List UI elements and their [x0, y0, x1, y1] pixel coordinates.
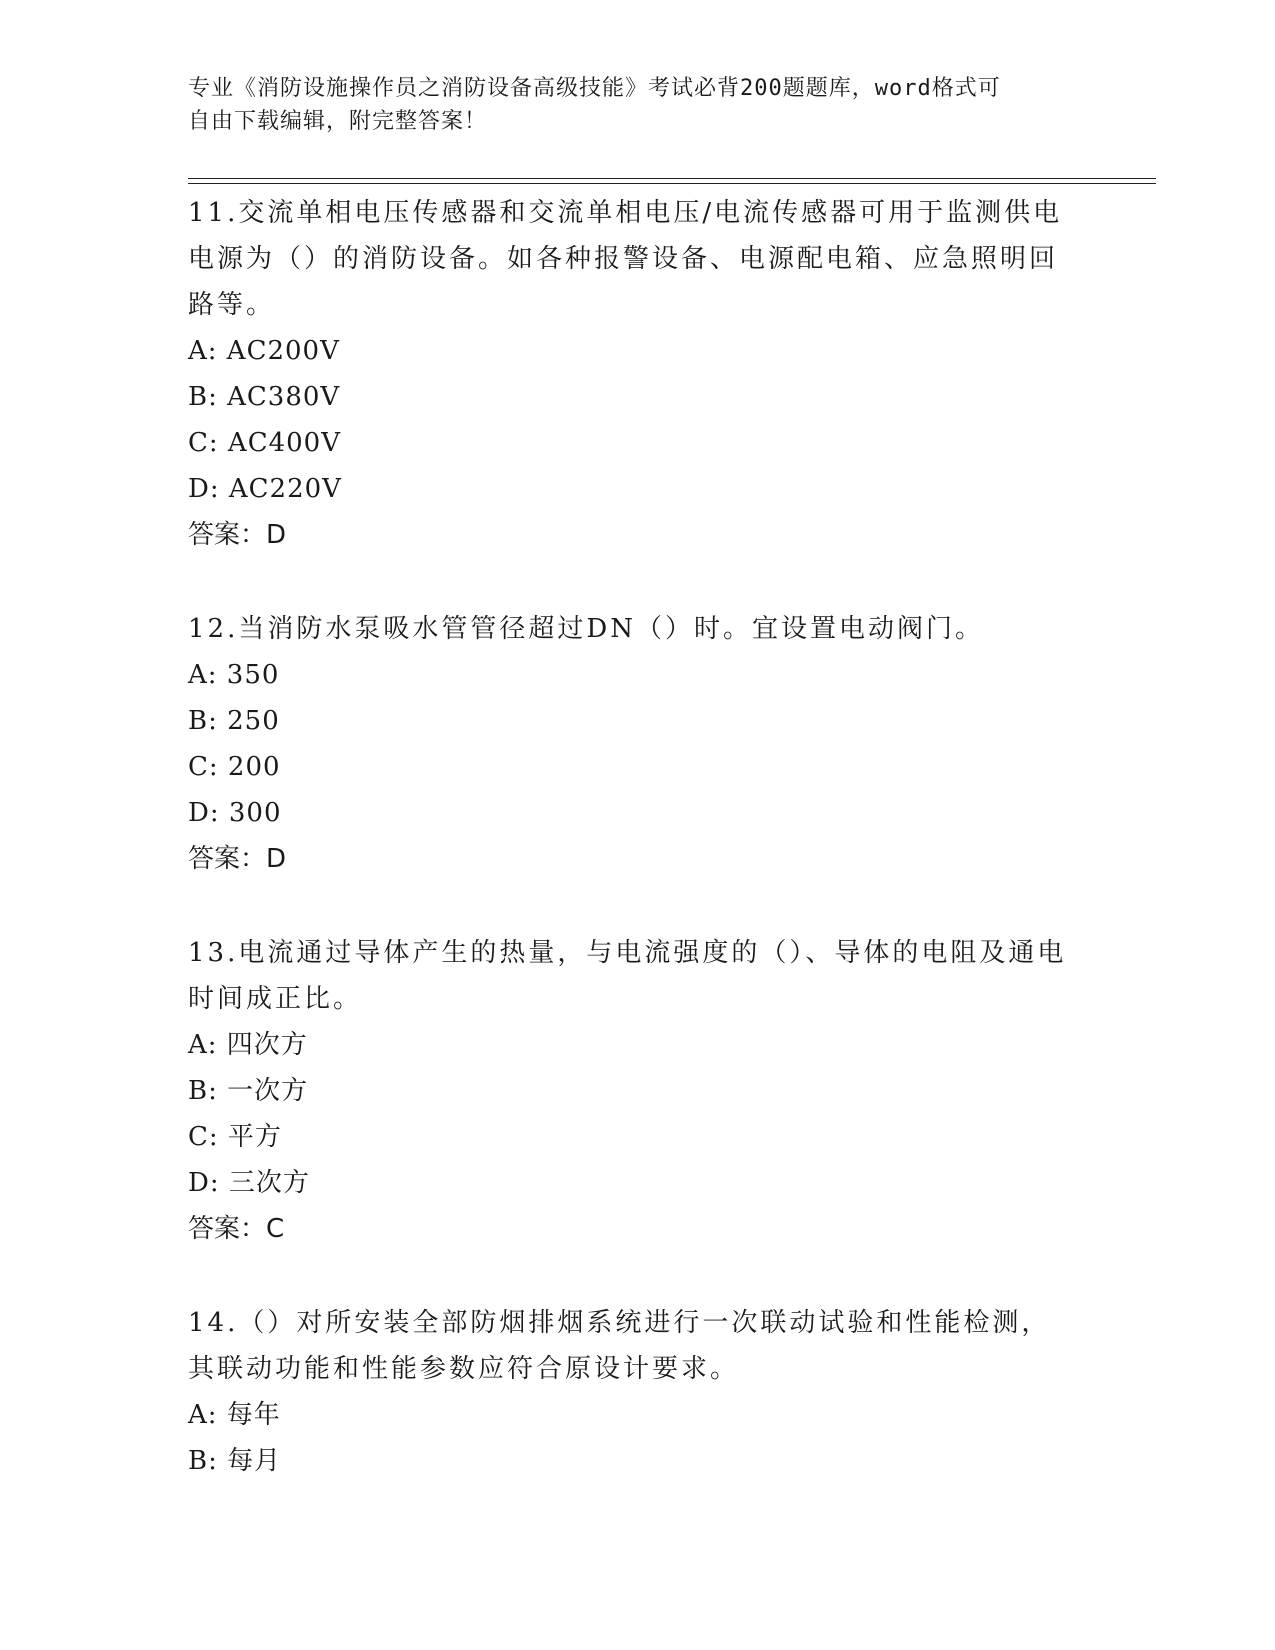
- question-spacer: [188, 1252, 1068, 1298]
- option-b: B: 一次方: [188, 1076, 309, 1106]
- option-a: A: 350: [188, 660, 280, 690]
- document-header: [188, 72, 1068, 138]
- option-b: B: 250: [188, 706, 280, 736]
- question-text: 12.当消防水泵吸水管管径超过DN（）时。宜设置电动阀门。: [188, 614, 984, 644]
- question-13: [188, 928, 1068, 1252]
- option-d: D: 三次方: [188, 1168, 310, 1198]
- question-text: 14.（）对所安装全部防烟排烟系统进行一次联动试验和性能检测，其联动功能和性能参数应符合原设计要求。: [188, 1308, 1051, 1384]
- option-d: D: AC220V: [188, 474, 342, 504]
- option-b: B: 每月: [188, 1446, 282, 1476]
- answer-line: 答案：D: [188, 520, 287, 550]
- question-text: 11.交流单相电压传感器和交流单相电压/电流传感器可用于监测供电电源为（）的消防设备。如各种报警设备、电源配电箱、应急照明回路等。: [188, 198, 1063, 320]
- option-c: C: 200: [188, 752, 281, 782]
- option-a: A: 四次方: [188, 1030, 308, 1060]
- question-spacer: [188, 558, 1068, 604]
- question-spacer: [188, 882, 1068, 928]
- question-12: [188, 604, 1068, 882]
- answer-line: 答案：D: [188, 844, 287, 874]
- question-11: [188, 188, 1068, 558]
- header-divider-top: [188, 178, 1156, 179]
- option-c: C: 平方: [188, 1122, 282, 1152]
- header-divider-bottom: [188, 183, 1156, 184]
- option-b: B: AC380V: [188, 382, 341, 412]
- header-line-1: 专业《消防设施操作员之消防设备高级技能》考试必背200题题库，word格式可: [188, 76, 1001, 101]
- option-d: D: 300: [188, 798, 282, 828]
- header-line-2: 自由下载编辑，附完整答案！: [188, 109, 488, 134]
- answer-line: 答案：C: [188, 1214, 285, 1244]
- question-14: [188, 1298, 1068, 1484]
- option-c: C: AC400V: [188, 428, 341, 458]
- question-list: [188, 188, 1068, 1484]
- option-a: A: 每年: [188, 1400, 281, 1430]
- question-text: 13.电流通过导体产生的热量，与电流强度的（）、导体的电阻及通电时间成正比。: [188, 938, 1067, 1014]
- option-a: A: AC200V: [188, 336, 340, 366]
